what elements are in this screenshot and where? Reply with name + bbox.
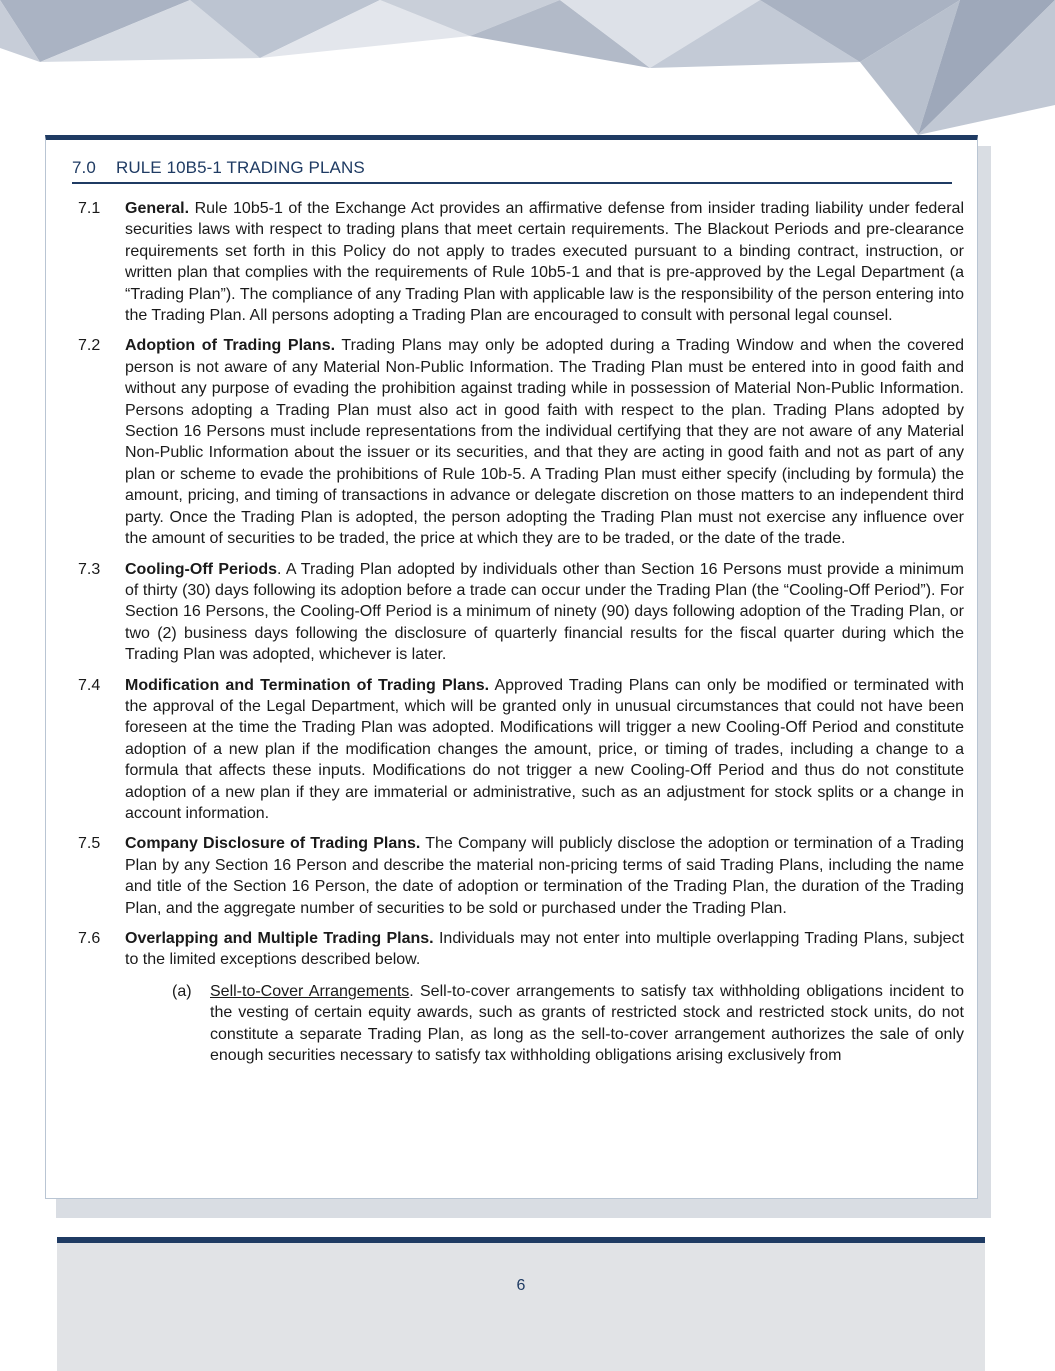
paragraph-title: Adoption of Trading Plans. bbox=[125, 337, 336, 355]
paragraph-general bbox=[78, 198, 964, 326]
paragraph-text: Approved Trading Plans can only be modified or terminated with the approval of the Legal Department, which will be granted only in unusual circumstances that could not have been foreseen at the time the Trading Plan was adopted. Modifications will trigger a new Cooling-Off Period and constitute adoption of a new plan if the modification changes the amount, price, or timing of trades, including a change to a formula that affects these inputs. Modifications do not trigger a new Cooling-Off Period and thus do not constitute adoption of a new plan if they are immaterial or administrative, such as an adjustment for stock splits or a change in account information. bbox=[125, 676, 964, 822]
paragraph-text: Trading Plans may only be adopted during a Trading Window and when the covered person is not aware of any Material Non-Public Information. The Trading Plan must be entered into in good faith and without any purpose of evading the prohibition against trading while in possession of Material Non-Public Information. Persons adopting a Trading Plan must also act in good faith with respect to the plan. Trading Plans adopted by Section 16 Persons must include representations from the individual certifying that they are not aware of any Material Non-Public Information about the issuer or its securities, and that they are acting in good faith and not as part of any plan or scheme to evade the prohibitions of Rule 10b-5. A Trading Plan must either specify (including by formula) the amount, pricing, and timing of transactions in advance or delegate discretion on those matters to an independent third party. Once the Trading Plan is adopted, the person adopting the Trading Plan must not exercise any influence over the amount of securities to be traded, the price at which they are to be traded, or the date of the trade. bbox=[125, 337, 965, 548]
paragraph-adoption bbox=[78, 335, 964, 549]
policy-page-card bbox=[45, 135, 978, 1199]
header-banner bbox=[0, 0, 1055, 140]
paragraph-title: Cooling-Off Periods bbox=[125, 560, 278, 578]
subparagraph-title: Sell-to-Cover Arrangements bbox=[210, 982, 410, 1000]
subparagraph-sell-to-cover bbox=[125, 981, 964, 1067]
paragraph-text: . A Trading Plan adopted by individuals other than Section 16 Persons must provide a minimum of thirty (30) days following its adoption before a trade can occur under the Trading Plan (the “Cooling-Off Period”). For Section 16 Persons, the Cooling-Off Period is a minimum of ninety (90) days following adoption of the Trading Plan, or two (2) business days following the disclosure of quarterly financial results for the fiscal quarter during which the Trading Plan was adopted, whichever is later. bbox=[125, 560, 964, 664]
paragraph-number: 7.2 bbox=[78, 337, 101, 355]
section-title: RULE 10B5-1 TRADING PLANS bbox=[116, 158, 365, 177]
paragraph-title: General. bbox=[125, 200, 190, 217]
section-heading bbox=[72, 158, 952, 184]
paragraph-overlapping bbox=[78, 928, 964, 1066]
paragraph-title: Company Disclosure of Trading Plans. bbox=[125, 835, 421, 853]
paragraph-text: The Company will publicly disclose the adoption or termination of a Trading Plan by any Section 16 Person and describe the material non-pricing terms of said Trading Plans, including the name and title of the Section 16 Person, the date of adoption or termination of the Trading Plan, the duration of the Trading Plan, and the aggregate number of securities to be sold or purchased under the Trading Plan. bbox=[125, 835, 964, 917]
paragraph-text: Individuals may not enter into multiple overlapping Trading Plans, subject to the limited exceptions described below. bbox=[125, 930, 964, 969]
page-number: 6 bbox=[516, 1277, 526, 1294]
paragraph-number: 7.3 bbox=[78, 560, 101, 578]
paragraph-text: Rule 10b5-1 of the Exchange Act provides an affirmative defense from insider trading liability under federal securities laws with respect to trading plans that meet certain requirements. The Blackout Periods and pre-clearance requirements set forth in this Policy do not apply to trades executed pursuant to a binding contract, instruction, or written plan that complies with the requirements of Rule 10b5-1 and that is pre-approved by the Legal Department (a “Trading Plan”). The compliance of any Trading Plan with applicable law is the responsibility of the person entering into the Trading Plan. All persons adopting a Trading Plan are encouraged to consult with personal legal counsel. bbox=[125, 200, 964, 325]
paragraph-number: 7.1 bbox=[78, 200, 101, 217]
paragraph-cooling-off bbox=[78, 559, 964, 666]
paragraph-number: 7.4 bbox=[78, 676, 101, 694]
paragraph-modification bbox=[78, 675, 964, 825]
paragraph-title: Overlapping and Multiple Trading Plans. bbox=[125, 930, 434, 947]
subparagraph-number: (a) bbox=[172, 982, 192, 1000]
footer bbox=[57, 1237, 985, 1371]
section-number: 7.0 bbox=[72, 158, 96, 177]
paragraph-title: Modification and Termination of Trading Plans. bbox=[125, 676, 490, 694]
paragraph-disclosure bbox=[78, 833, 964, 919]
section-body bbox=[78, 198, 964, 1075]
paragraph-number: 7.5 bbox=[78, 835, 101, 853]
paragraph-number: 7.6 bbox=[78, 930, 101, 947]
subparagraph-text: . Sell-to-cover arrangements to satisfy tax withholding obligations incident to the vesting of certain equity awards, such as grants of restricted stock and restricted stock units, do not constitute a separate Trading Plan, as long as the sell-to-cover arrangement authorizes the sale of only enough securities necessary to satisfy tax withholding obligations arising exclusively from bbox=[210, 982, 964, 1065]
